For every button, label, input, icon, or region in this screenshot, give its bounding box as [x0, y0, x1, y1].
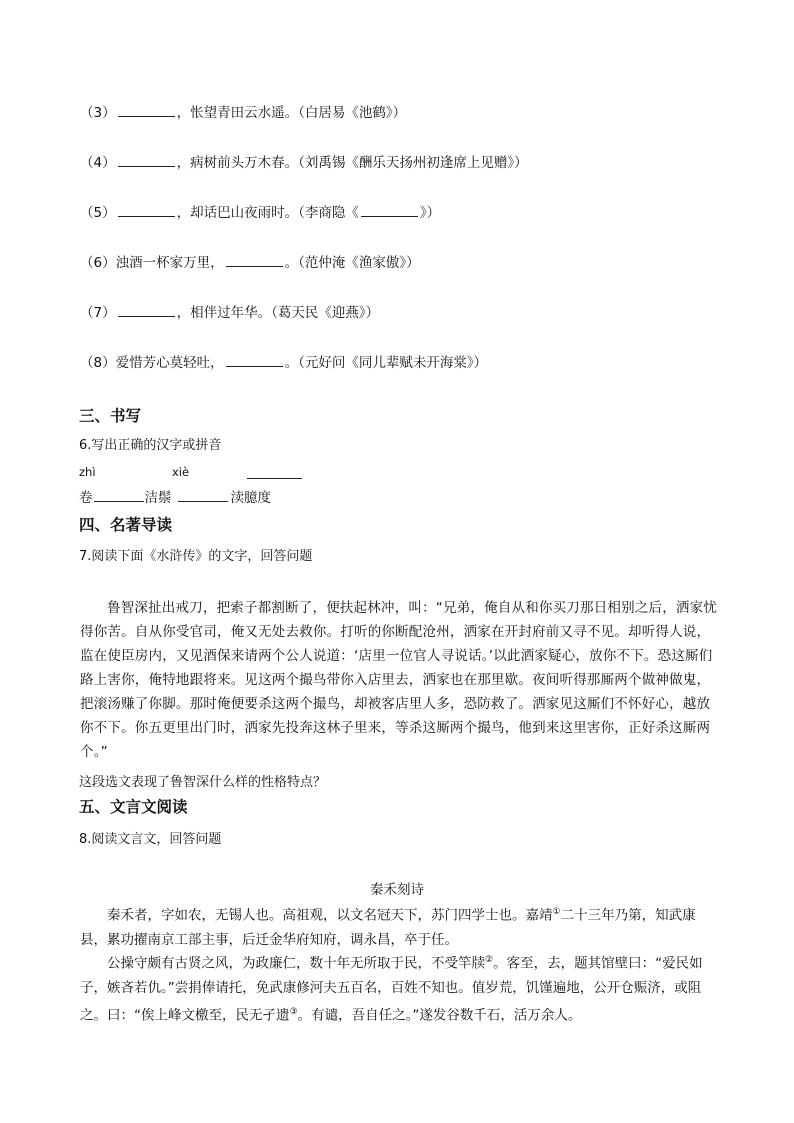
para1-text-a: 秦禾者，字如农，无锡人也。高祖观，以文名冠天下，苏门四学士也。嘉靖 — [107, 907, 553, 924]
word-yiduo: 臆度 — [244, 490, 271, 506]
footnote-marker-3: ③ — [289, 1006, 298, 1017]
title-blank[interactable] — [361, 204, 418, 217]
char-blank-2[interactable] — [178, 489, 228, 502]
para1-text-b: 二十三年乃第，知武康县，累功擢南京工部主事，后迁金华府知府，调永昌，卒于任。 — [80, 907, 696, 948]
word-juan: 卷 — [79, 490, 93, 506]
poem-line-8 — [80, 354, 487, 372]
question-6: 6.写出正确的汉字或拼音 — [79, 438, 222, 453]
poem-text: ，怅望青田云水遥。（白居易《池鹤》） — [176, 105, 407, 121]
poem-line-3 — [80, 104, 406, 122]
answer-blank[interactable] — [226, 354, 283, 367]
answer-blank[interactable] — [118, 204, 175, 217]
char-blank-1[interactable] — [94, 489, 144, 502]
para2-text-c: 。有谴，吾自任之。”遂发谷数千石，活万余人。 — [297, 1007, 582, 1023]
text-title: 秦禾刻诗 — [370, 882, 424, 898]
section-title-classics: 四、名著导读 — [79, 516, 173, 534]
answer-blank[interactable] — [118, 104, 175, 117]
answer-blank[interactable] — [118, 304, 175, 317]
poem-line-5 — [80, 204, 440, 222]
poem-suffix: 》） — [419, 205, 441, 221]
para2-text-b: 。客至，去，题其馆壁曰：“爱民如子，嫉吝若仇。”尝捐俸请托，免武康修河夫五百名，百姓不知也。值岁荒，饥馑遍地，公开仓赈济，或阻之。曰：“俟上峰文檄至，民无孑遗 — [80, 955, 703, 1023]
section-title-writing: 三、书写 — [79, 407, 142, 425]
pinyin-answer-blank[interactable] — [247, 465, 302, 479]
footnote-marker-1: ① — [552, 907, 561, 917]
question-7: 7.阅读下面《水浒传》的文字，回答问题 — [79, 549, 313, 564]
footnote-marker-2: ② — [485, 955, 494, 965]
word-jie: 洁 — [144, 490, 158, 506]
poem-text: 。（元好问《同儿辈赋未开海棠》） — [284, 355, 488, 371]
poem-text: ，相伴过年华。（葛天民《迎燕》） — [176, 305, 380, 321]
poem-prefix: （6）浊酒一杯家万里， — [80, 255, 224, 271]
poem-prefix: （3） — [80, 105, 116, 121]
poem-prefix: （5） — [80, 205, 116, 221]
section-title-classical-chinese: 五、文言文阅读 — [79, 798, 188, 816]
word-du: 渎 — [230, 490, 244, 506]
pinyin-xie: xiè — [172, 465, 190, 479]
answer-blank[interactable] — [226, 254, 283, 267]
writing-words — [79, 489, 271, 507]
poem-line-7 — [80, 304, 379, 322]
question-8: 8.阅读文言文，回答问题 — [79, 832, 222, 847]
poem-prefix: （4） — [80, 155, 116, 171]
classical-paragraph-2 — [80, 948, 720, 1027]
poem-text: 。（范仲淹《渔家傲》） — [284, 255, 420, 271]
question-7-ask: 这段选文表现了鲁智深什么样的性格特点？ — [79, 775, 327, 790]
poem-text: ，却话巴山夜雨时。（李商隐《 — [176, 205, 359, 221]
poem-prefix: （8）爱惜芳心莫轻吐， — [80, 355, 224, 371]
word-char: 鬃 — [158, 490, 172, 506]
pinyin-zhi: zhì — [79, 465, 96, 479]
shuihu-passage: 鲁智深扯出戒刀，把索子都割断了，便扶起林冲，叫：“兄弟，俺自从和你买刀那日相别之后，洒家忧得你苦。自从你受官司，俺又无处去救你。打听的你断配沧州，洒家在开封府前又寻不见。却听得人说，监在使臣房内，又见酒保来请两个公人说道：‘店里一位官人寻说话。’以此洒家疑心，放你不下。恐这厮们路上害你，俺特地跟将来。见这两个撮鸟带你入店里去，洒家也在那里歇。夜间听得那厮两个做神做鬼，把滚汤赚了你脚。那时俺便要杀这两个撮鸟，却被客店里人多，恐防救了。洒家见这厮们不怀好心，越放你不下。你五更里出门时，洒家先投奔这林子里来，等杀这厮两个撮鸟，他到来这里害你，正好杀这厮两个。” — [80, 600, 717, 760]
poem-prefix: （7） — [80, 305, 116, 321]
para2-text-a: 公操守颇有古贤之风，为政廉仁，数十年无所取于民，不受竿牍 — [107, 955, 485, 972]
answer-blank[interactable] — [118, 154, 175, 167]
poem-text: ，病树前头万木春。（刘禹锡《酬乐天扬州初逢席上见赠》） — [176, 155, 528, 171]
poem-line-6 — [80, 254, 420, 272]
poem-line-4 — [80, 154, 528, 172]
classical-paragraph-1 — [80, 900, 720, 952]
